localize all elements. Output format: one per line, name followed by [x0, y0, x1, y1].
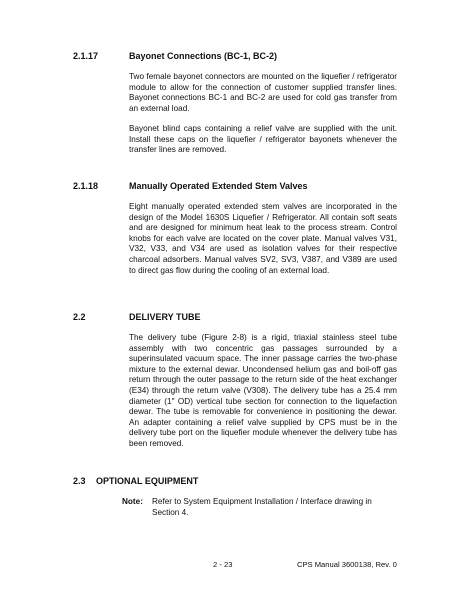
section-number: 2.2 — [73, 312, 86, 322]
paragraph: Eight manually operated extended stem valves are incorporated in the design of the Model 1630S Liquefier / Refrigerator. All contain soft seats and are designed for minimum heat leak to the process stream. Control knobs for each valve are located on the cover plate. Manual valves V31, V32, V33, and V34 are used as isolation valves for their respective charcoal adsorbers. Manual valves SV2, SV3, V387, and V389 are used to direct gas flow during the cooling of an external load. — [129, 202, 397, 275]
paragraph: Bayonet blind caps containing a relief valve are supplied with the unit. Install these caps on the liquefier / refrigerator bayonets whenever the transfer lines are removed. — [129, 124, 397, 155]
section-number: 2.1.18 — [73, 181, 99, 191]
section-title: OPTIONAL EQUIPMENT — [96, 476, 199, 486]
page-number: 2 - 23 — [213, 560, 233, 569]
note-label: Note: — [122, 497, 143, 506]
section-title: Manually Operated Extended Stem Valves — [129, 181, 308, 191]
section-number: 2.3 — [73, 476, 86, 486]
paragraph: Two female bayonet connectors are mounted on the liquefier / refrigerator module to allow for the connection of customer supplied transfer lines. Bayonet connections BC-1 and BC-2 are used for cold gas transfer from an external load. — [129, 72, 397, 113]
section-title: DELIVERY TUBE — [129, 312, 201, 322]
section-title: Bayonet Connections (BC-1, BC-2) — [129, 51, 278, 61]
paragraph: The delivery tube (Figure 2-8) is a rigid, triaxial stainless steel tube assembly with two concentric gas passages surrounded by a superinsulated vacuum space. The inner passage carries the two-phase mixture to the external dewar. Uncondensed helium gas and boil-off gas return through the outer passage to the return side of the heat exchanger (E34) through the return valve (V308). The delivery tube has a 25.4 mm diameter (1" OD) vertical tube section for connection to the liquefaction dewar. The tube is removable for convenience in positioning the dewar. An adapter containing a relief valve supplied by CPS must be in the delivery tube port on the liquefier module whenever the delivery tube has been removed. — [129, 333, 397, 448]
manual-reference: CPS Manual 3600138, Rev. 0 — [297, 560, 397, 569]
note-text: Refer to System Equipment Installation / Interface drawing in Section 4. — [152, 497, 372, 517]
section-number: 2.1.17 — [73, 51, 99, 61]
